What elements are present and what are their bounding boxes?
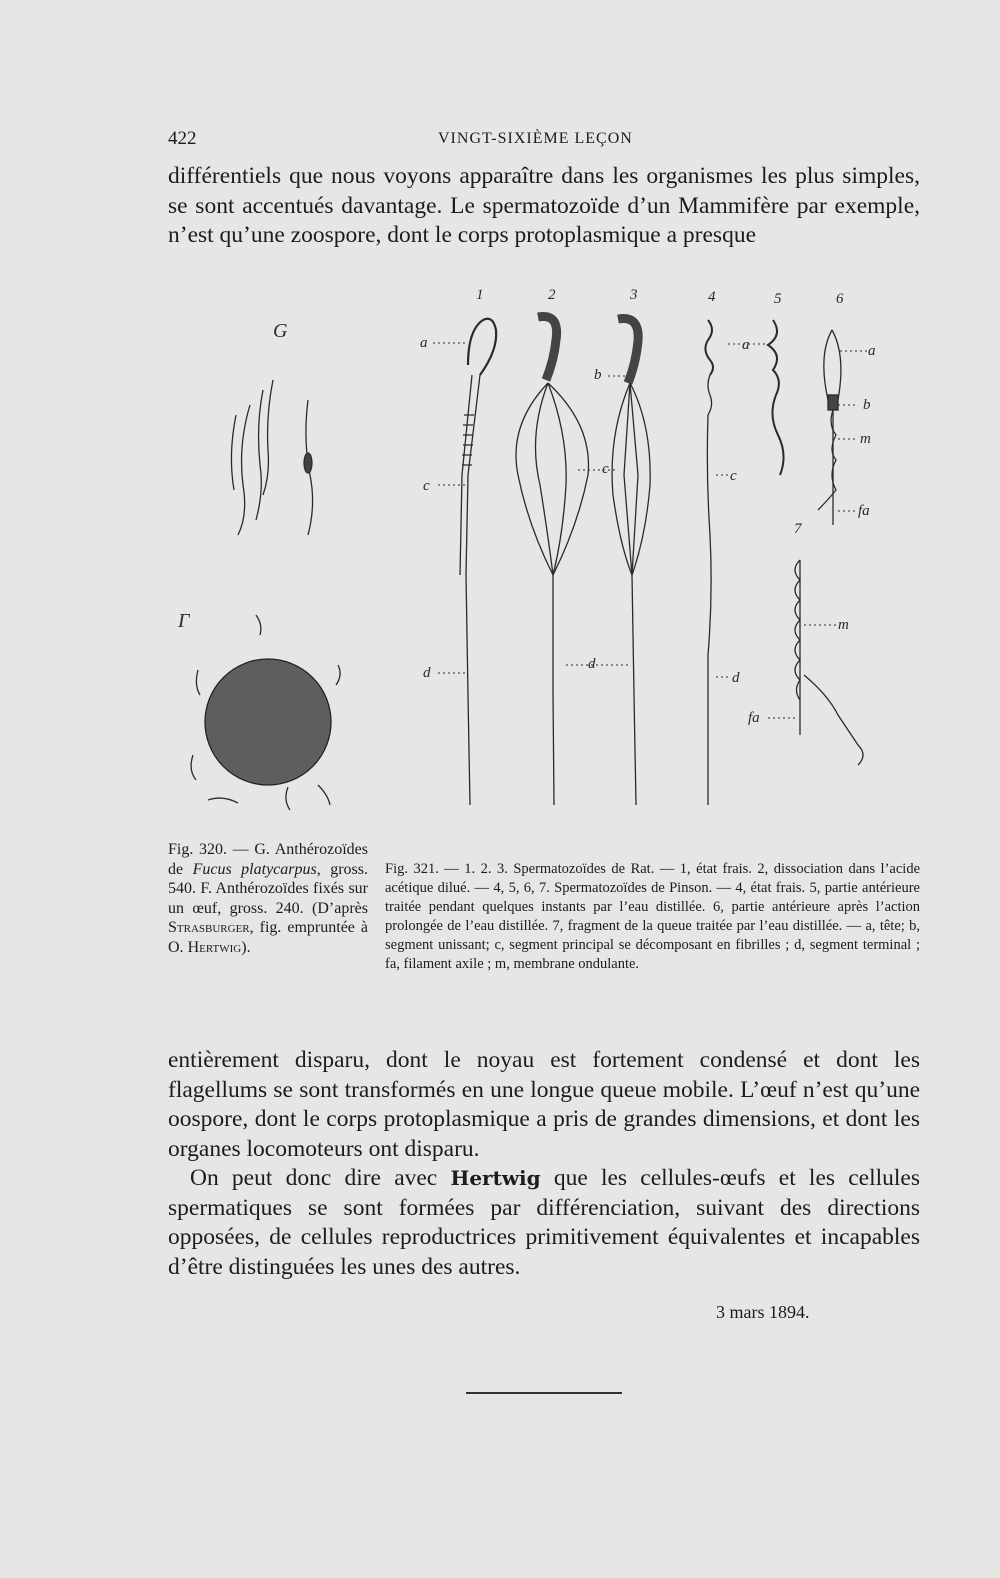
finch-spermatozoid-5-drawing xyxy=(768,320,784,475)
rat-spermatozoid-2-drawing xyxy=(516,316,589,805)
finch-spermatozoid-6-drawing xyxy=(818,330,841,525)
label-d-4: d xyxy=(732,670,740,686)
label-b-3: b xyxy=(594,367,602,383)
label-a-6: a xyxy=(868,343,876,359)
paragraph-top: différentiels que nous voyons apparaître dans les organismes les plus simples, se sont accentués davantage. Le spermatozoïde d’un Mammifère par exemple, n’est qu’une zoospore, dont le corps protoplasmique a presque xyxy=(168,163,920,248)
label-a-1: a xyxy=(420,335,428,351)
label-m-6: m xyxy=(860,431,871,447)
hertwig-name: Hertwig xyxy=(450,1166,541,1190)
fig320-caption-author2: Hertwig xyxy=(187,938,242,956)
fig321-num-7: 7 xyxy=(794,521,802,537)
label-c-1: c xyxy=(423,478,430,494)
paragraph-last-before: On peut donc dire avec xyxy=(190,1165,451,1191)
finch-spermatozoid-4-drawing xyxy=(705,320,713,805)
fig321-num-2: 2 xyxy=(548,287,556,303)
fig320-caption-middle: , gross. 540. F. Anthérozoïdes fixés sur un œuf, gross. 240. (D’après xyxy=(168,860,368,917)
fig321-num-5: 5 xyxy=(774,291,782,307)
label-m-7: m xyxy=(838,617,849,633)
fig320-caption-lead: Fig. 320. — G. Anthérozoïdes de xyxy=(168,841,368,878)
fig320-label-g: G xyxy=(273,320,288,342)
rat-spermatozoid-1-drawing xyxy=(460,319,496,805)
page-number: 422 xyxy=(168,128,197,149)
fig320-label-f: Γ xyxy=(178,610,190,632)
antherozoids-g-drawing xyxy=(231,380,312,535)
fig321-num-6: 6 xyxy=(836,291,844,307)
running-title: VINGT-SIXIÈME LEÇON xyxy=(438,130,633,147)
label-c-23: c xyxy=(602,461,609,477)
figure-321-caption: Fig. 321. — 1. 2. 3. Spermatozoïdes de Rat. — 1, état frais. 2, dissociation dans l’acide acétique dilué. — 4, 5, 6, 7. Spermatozoïdes de Pinson. — 4, état frais. 5, partie antérieure traitée pendant quelques instants par l’eau distillée. 6, partie antérieure après l’action prolongée de l’eau distillée. 7, fragment de la queue traitée par l’eau distillée. — a, tête; b, segment unissant; c, segment principal se décomposant en fibrilles ; d, segment terminal ; fa, filament axile ; m, membrane ondulante. xyxy=(385,861,920,972)
label-d-23: d xyxy=(588,656,596,672)
finch-tail-fragment-7-drawing xyxy=(795,560,863,765)
label-fa-7: fa xyxy=(748,710,760,726)
label-d-1: d xyxy=(423,665,431,681)
fig320-caption-species: Fucus platycarpus xyxy=(192,860,317,878)
figure-320-caption xyxy=(168,840,368,957)
figure-illustration xyxy=(168,275,920,835)
paragraph-middle: entièrement disparu, dont le noyau est fortement condensé et dont les flagellums se sont transformés en une longue queue mobile. L’œuf n’est qu’une oospore, dont le corps protoplasmique a pris de grandes dimensions, et dont les organes locomoteurs ont disparu. xyxy=(168,1047,920,1162)
label-b-6: b xyxy=(863,397,871,413)
fig321-num-1: 1 xyxy=(476,287,484,303)
label-a-4: a xyxy=(742,337,750,353)
fig320-caption-author1: Strasburger xyxy=(168,919,250,936)
rat-spermatozoid-3-drawing xyxy=(612,318,650,805)
paragraph-last-after: que les cellules-œufs et les cellules spermatiques se sont formées par différenciation, suivant des directions opposées, de cellules reproductrices primitivement équivalentes et incapables d’être distinguées les unes des autres. xyxy=(168,1165,920,1280)
fig321-num-4: 4 xyxy=(708,289,716,305)
date-line: 3 mars 1894. xyxy=(716,1302,810,1322)
fig321-num-3: 3 xyxy=(630,287,638,303)
label-c-4: c xyxy=(730,468,737,484)
label-fa-6: fa xyxy=(858,503,870,519)
section-rule xyxy=(466,1392,622,1394)
fig320-caption-end: ). xyxy=(241,938,251,956)
egg-f-drawing xyxy=(191,615,340,810)
page-header xyxy=(168,128,928,152)
paragraph-last xyxy=(168,1164,920,1282)
figure-drawing xyxy=(168,275,920,835)
fig320-caption-tail: , fig. empruntée à O. xyxy=(168,919,368,956)
